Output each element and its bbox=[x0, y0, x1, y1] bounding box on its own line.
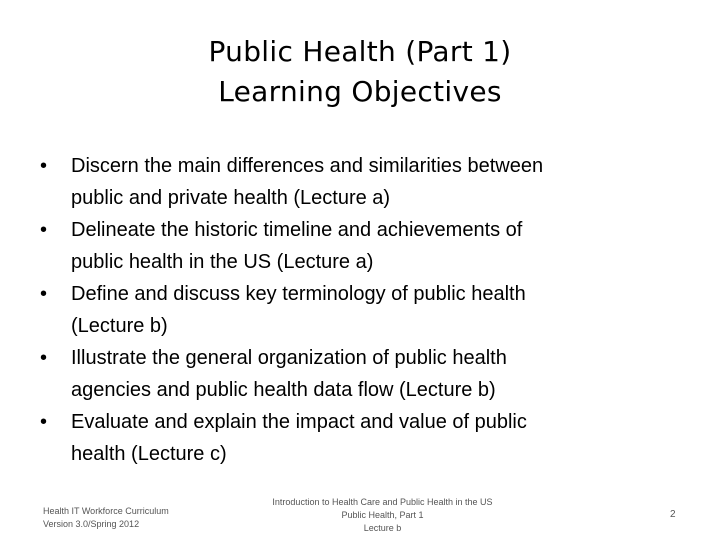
bullet-icon: • bbox=[40, 411, 48, 433]
bullet-icon: • bbox=[40, 155, 48, 177]
footer-unit: Public Health, Part 1 bbox=[341, 510, 424, 520]
objective-line: Delineate the historic timeline and achievements of bbox=[71, 219, 523, 241]
objective-line: health (Lecture c) bbox=[71, 443, 227, 465]
bullet-icon: • bbox=[40, 283, 48, 305]
footer-curriculum-name: Health IT Workforce Curriculum bbox=[43, 506, 169, 516]
list-item bbox=[40, 342, 660, 406]
footer-curriculum bbox=[43, 505, 169, 531]
objective-line: public and private health (Lecture a) bbox=[71, 187, 391, 209]
objective-line: Evaluate and explain the impact and value of public bbox=[71, 411, 527, 433]
footer-lecture: Lecture b bbox=[363, 523, 402, 533]
objective-line: Discern the main differences and similarities between bbox=[71, 155, 544, 177]
list-item bbox=[40, 278, 660, 342]
bullet-icon: • bbox=[40, 347, 48, 369]
slide-title bbox=[60, 32, 660, 112]
title-line-1: Public Health (Part 1) bbox=[208, 35, 512, 68]
objective-line: (Lecture b) bbox=[71, 315, 168, 337]
list-item bbox=[40, 150, 660, 214]
list-item bbox=[40, 406, 660, 470]
objectives-list bbox=[40, 150, 660, 470]
footer-course bbox=[250, 496, 515, 535]
footer-course-title: Introduction to Health Care and Public Health in the US bbox=[272, 497, 493, 507]
bullet-icon: • bbox=[40, 219, 48, 241]
footer-version: Version 3.0/Spring 2012 bbox=[43, 519, 140, 529]
title-line-2: Learning Objectives bbox=[218, 75, 502, 108]
objective-line: agencies and public health data flow (Lecture b) bbox=[71, 379, 496, 401]
list-item bbox=[40, 214, 660, 278]
objective-line: Define and discuss key terminology of public health bbox=[71, 283, 526, 305]
page-number: 2 bbox=[670, 509, 676, 520]
objective-line: public health in the US (Lecture a) bbox=[71, 251, 374, 273]
objective-line: Illustrate the general organization of public health bbox=[71, 347, 507, 369]
